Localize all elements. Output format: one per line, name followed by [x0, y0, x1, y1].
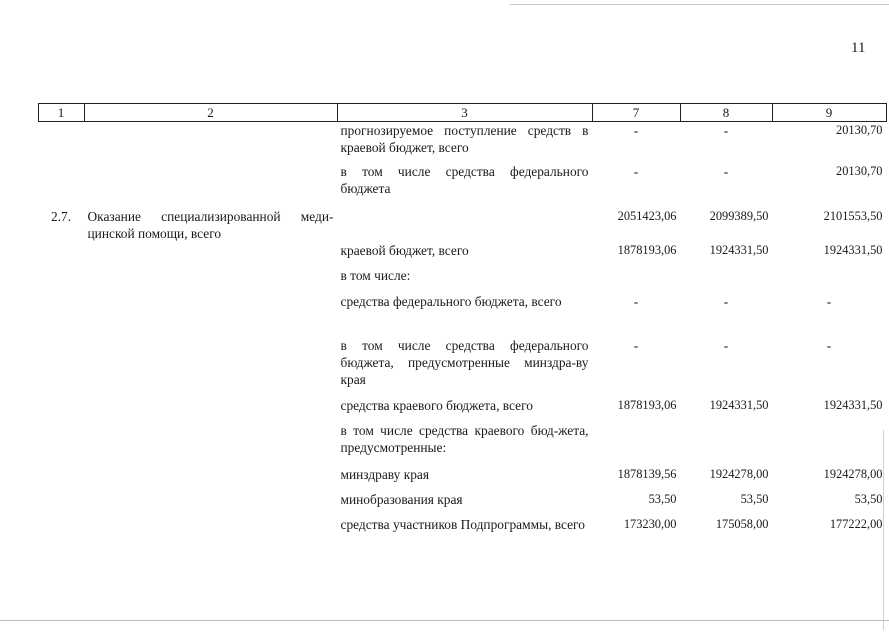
row-index: [39, 122, 85, 163]
row-description: [338, 208, 593, 242]
value-col-9: 1924331,50: [823, 397, 883, 412]
value-col-9: 20130,70: [836, 123, 883, 137]
value-col-8: [681, 267, 773, 293]
table-row: [39, 208, 887, 242]
row-index: [39, 293, 85, 337]
row-description: в том числе средства федерального бюджета: [340, 163, 589, 196]
value-col-8: -: [723, 337, 729, 353]
row-description: минобразования края: [340, 491, 463, 507]
row-name: [85, 163, 338, 208]
row-index: [39, 163, 85, 208]
table-row: [39, 163, 887, 208]
row-description: в том числе средства федерального бюджета, предусмотренные минздра-ву края: [340, 337, 589, 387]
value-col-7: 53,50: [648, 491, 677, 506]
row-description: краевой бюджет, всего: [340, 242, 469, 258]
row-name: [85, 293, 338, 337]
row-name: [85, 122, 338, 163]
value-col-8: -: [723, 123, 729, 138]
value-col-9: 2101553,50: [823, 208, 883, 223]
value-col-9: 1924331,50: [823, 242, 883, 257]
table-row: [39, 491, 887, 516]
header-col-7: 7: [593, 104, 681, 122]
value-col-9: [773, 267, 887, 293]
row-description: в том числе средства краевого бюд-жета, предусмотренные:: [340, 422, 589, 455]
header-col-2: 2: [85, 104, 338, 122]
table-row: [39, 122, 887, 163]
header-col-1: 1: [39, 104, 85, 122]
value-col-8: -: [723, 293, 729, 309]
row-name: [85, 491, 338, 516]
table-row: [39, 337, 887, 397]
value-col-8: 1924278,00: [709, 466, 769, 481]
row-index: [39, 242, 85, 267]
row-description: в том числе:: [340, 267, 411, 283]
value-col-8: 2099389,50: [709, 208, 769, 223]
row-name: [85, 397, 338, 422]
row-index: [39, 466, 85, 491]
row-index: [39, 422, 85, 466]
value-col-9: 1924278,00: [823, 466, 883, 481]
row-description: минздраву края: [340, 466, 430, 482]
table-row: [39, 293, 887, 337]
value-col-9: 53,50: [854, 491, 883, 506]
value-col-8: 175058,00: [715, 516, 769, 531]
row-description: средства федерального бюджета, всего: [340, 293, 562, 309]
value-col-7: -: [633, 163, 639, 179]
table-row: [39, 516, 887, 556]
value-col-7: -: [633, 337, 639, 353]
table-row: [39, 466, 887, 491]
row-index: 2.7.: [50, 208, 72, 224]
value-col-7: -: [633, 293, 639, 309]
page-number: 11: [851, 40, 866, 56]
table-row: [39, 422, 887, 466]
row-name: [85, 337, 338, 397]
value-col-9: -: [826, 293, 832, 309]
value-col-9: 20130,70: [836, 163, 883, 178]
table-row: [39, 267, 887, 293]
row-index: [39, 491, 85, 516]
scan-right-edge: [883, 430, 884, 630]
row-description: средства краевого бюджета, всего: [340, 397, 533, 413]
value-col-9: -: [826, 337, 832, 353]
value-col-7: 173230,00: [623, 516, 677, 531]
value-col-9: [773, 422, 887, 466]
header-row: [39, 104, 887, 122]
row-index: [39, 397, 85, 422]
value-col-7: 1878193,06: [617, 397, 677, 412]
value-col-8: [681, 422, 773, 466]
row-name: [85, 242, 338, 267]
value-col-7: 1878139,56: [617, 466, 677, 481]
row-description: средства участников Подпрограммы, всего: [340, 516, 585, 532]
table-row: [39, 242, 887, 267]
row-index: [39, 516, 85, 556]
value-col-8: 53,50: [740, 491, 769, 506]
value-col-7: [593, 267, 681, 293]
row-name: [85, 267, 338, 293]
value-col-8: -: [723, 163, 729, 179]
row-description: прогнозируемое поступление средств в краевой бюджет, всего: [340, 123, 589, 155]
row-name: [85, 422, 338, 466]
value-col-7: 1878193,06: [617, 242, 677, 257]
table-header: [39, 104, 887, 122]
row-index: [39, 337, 85, 397]
value-col-7: [593, 422, 681, 466]
value-col-8: 1924331,50: [709, 242, 769, 257]
row-name: [85, 466, 338, 491]
value-col-7: 2051423,06: [617, 208, 677, 223]
row-name: Оказание специализированной меди-цинской помощи, всего: [87, 208, 334, 241]
row-index: [39, 267, 85, 293]
header-col-3: 3: [338, 104, 593, 122]
scan-bottom-rule: [0, 620, 889, 621]
value-col-9: 177222,00: [829, 516, 883, 531]
scan-top-rule: [510, 4, 889, 5]
row-name: [85, 516, 338, 556]
budget-table: [38, 103, 887, 556]
table-row: [39, 397, 887, 422]
header-col-8: 8: [681, 104, 773, 122]
value-col-7: -: [633, 123, 639, 138]
value-col-8: 1924331,50: [709, 397, 769, 412]
header-col-9: 9: [773, 104, 887, 122]
